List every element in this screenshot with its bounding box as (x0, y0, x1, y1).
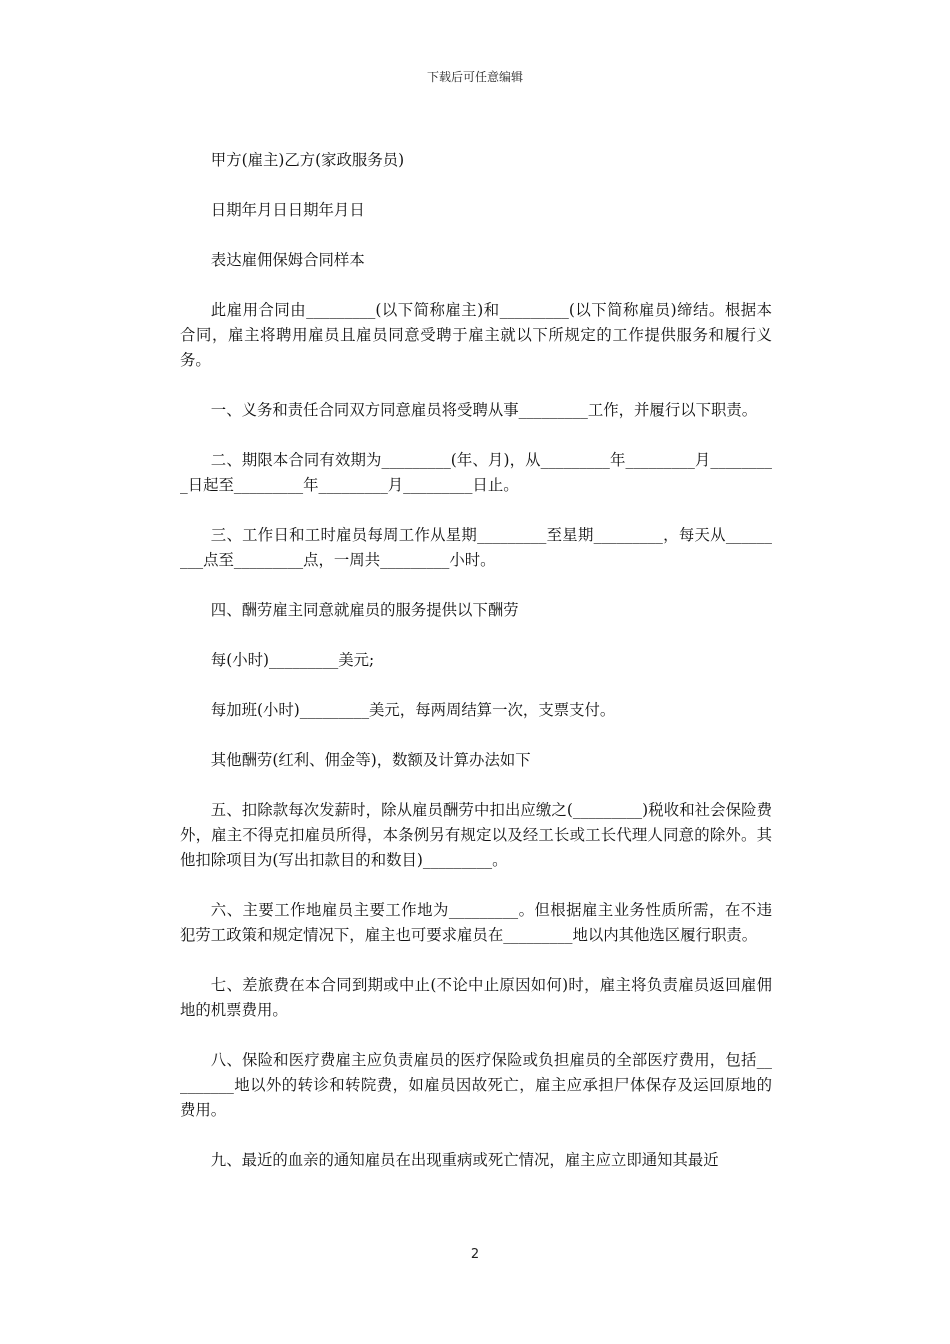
clause-2-term: 二、期限本合同有效期为_________(年、月)，从_________年_________月_________日起至_________年_________月_________日止。 (180, 451, 772, 494)
document-body (180, 148, 772, 1173)
clause-7-travel: 七、差旅费在本合同到期或中止(不论中止原因如何)时，雇主将负责雇员返回雇佣地的机票费用。 (180, 976, 772, 1019)
pay-overtime: 每加班(小时)_________美元，每两周结算一次，支票支付。 (210, 701, 616, 719)
pay-hourly: 每(小时)_________美元; (210, 651, 375, 669)
clause-1-duties: 一、义务和责任合同双方同意雇员将受聘从事_________工作，并履行以下职责。 (210, 401, 758, 419)
party-line: 甲方(雇主)乙方(家政服务员) (210, 151, 405, 169)
clause-9-next-of-kin: 九、最近的血亲的通知雇员在出现重病或死亡情况，雇主应立即通知其最近 (210, 1151, 719, 1169)
page-number: 2 (470, 1247, 480, 1262)
clause-3-hours: 三、工作日和工时雇员每周工作从星期_________至星期_________，每天从_________点至_________点，一周共_________小时。 (180, 526, 772, 569)
clause-4-pay: 四、酬劳雇主同意就雇员的服务提供以下酬劳 (210, 601, 519, 619)
page-header-note: 下载后可任意编辑 (426, 70, 523, 84)
clause-6-workplace: 六、主要工作地雇员主要工作地为_________。但根据雇主业务性质所需，在不违犯劳工政策和规定情况下，雇主也可要求雇员在_________地以内其他选区履行职责。 (180, 901, 772, 944)
intro-paragraph: 此雇用合同由_________(以下简称雇主)和_________(以下简称雇员)缔结。根据本合同，雇主将聘用雇员且雇员同意受聘于雇主就以下所规定的工作提供服务和履行义务。 (180, 301, 772, 369)
clause-5-deductions: 五、扣除款每次发薪时，除从雇员酬劳中扣出应缴之(_________)税收和社会保险费外，雇主不得克扣雇员所得，本条例另有规定以及经工长或工长代理人同意的除外。其他扣除项目为(写出扣款目的和数目)_________。 (180, 801, 772, 869)
clause-8-insurance: 八、保险和医疗费雇主应负责雇员的医疗保险或负担雇员的全部医疗费用，包括_________地以外的转诊和转院费，如雇员因故死亡，雇主应承担尸体保存及运回原地的费用。 (180, 1051, 772, 1119)
date-line: 日期年月日日期年月日 (210, 201, 365, 219)
contract-title: 表达雇佣保姆合同样本 (210, 251, 365, 269)
pay-other: 其他酬劳(红利、佣金等)，数额及计算办法如下 (210, 751, 531, 769)
